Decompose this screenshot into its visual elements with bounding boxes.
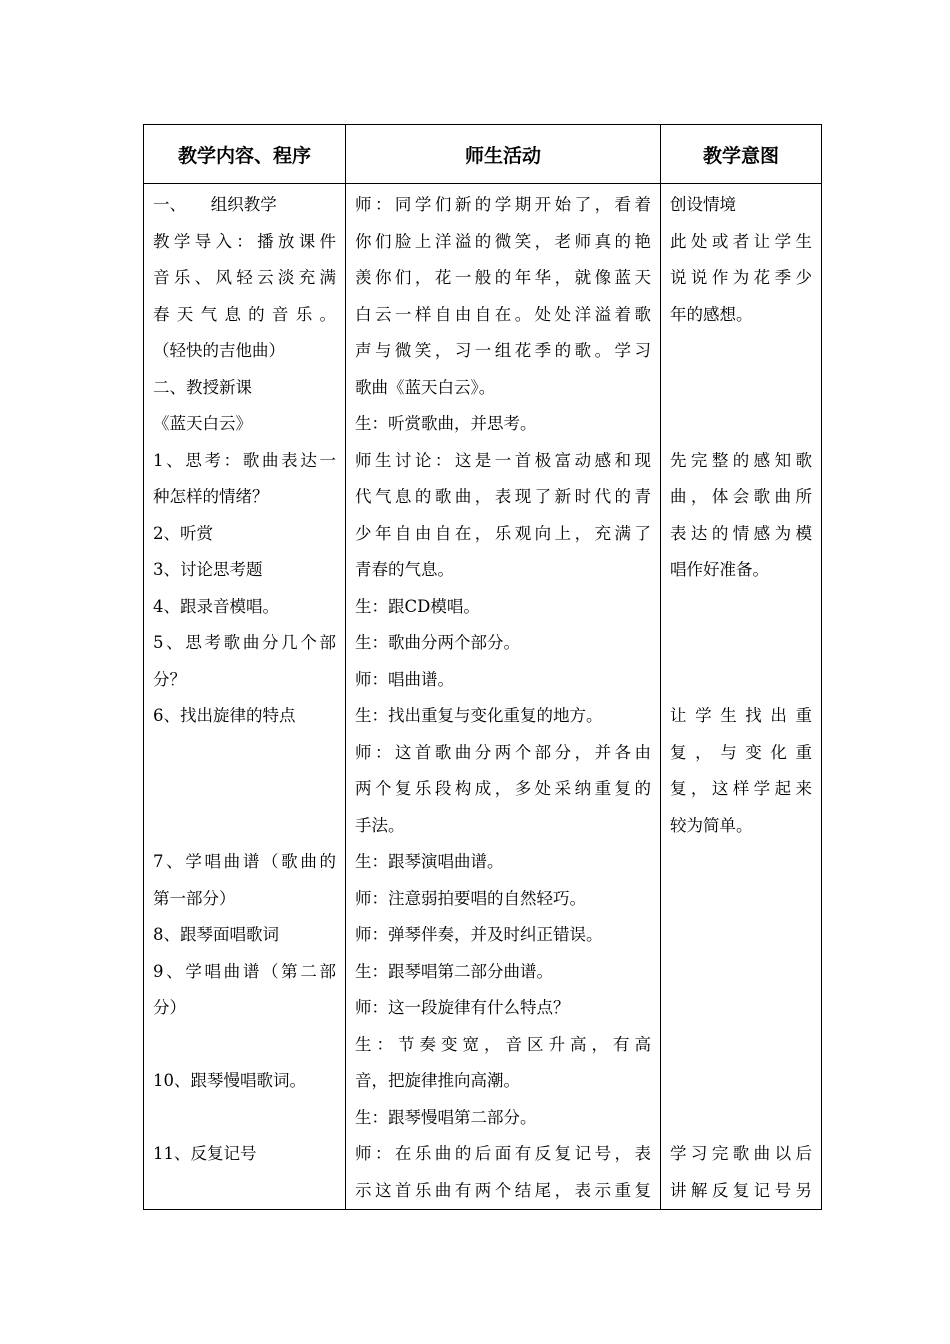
activity-line: 羡你们，花一般的年华，就像蓝天 <box>355 268 651 287</box>
lesson-plan-table <box>143 124 822 1210</box>
content-line: （轻快的吉他曲） <box>153 341 285 360</box>
activity-line: 代气息的歌曲，表现了新时代的青 <box>355 487 651 506</box>
intent-line: 唱作好准备。 <box>670 560 769 579</box>
content-procedure-lines <box>144 184 345 1173</box>
intent-line-blank <box>670 990 812 1027</box>
intent-line: 让学生找出重 <box>670 706 812 725</box>
activity-line: 你们脸上洋溢的微笑，老师真的艳 <box>355 231 651 251</box>
content-line: 11、反复记号 <box>153 1144 257 1163</box>
activity-line: 生：歌曲分两个部分。 <box>355 633 520 652</box>
activity-line: 生：跟琴唱第二部分曲谱。 <box>355 961 553 981</box>
activity-line: 生：节奏变宽，音区升高，有高 <box>355 1034 651 1054</box>
intent-line-blank <box>670 662 812 699</box>
activity-line: 师：唱曲谱。 <box>355 669 454 689</box>
intent-line-blank <box>670 625 812 662</box>
content-line: 10、跟琴慢唱歌词。 <box>153 1071 306 1090</box>
activity-line: 师：同学们新的学期开始了，看着 <box>355 195 651 214</box>
intent-line-blank <box>670 406 812 443</box>
activity-line: 声与微笑，习一组花季的歌。学习 <box>355 341 651 360</box>
content-line: 二、教授新课 <box>153 377 252 397</box>
intent-line: 复，与变化重 <box>670 742 812 762</box>
content-line: 一、 组织教学 <box>153 195 277 214</box>
content-line: 教学导入：播放课件 <box>153 231 336 251</box>
content-line: 音乐、风轻云淡充满 <box>153 268 336 287</box>
content-line: 1、思考：歌曲表达一 <box>153 450 336 470</box>
content-line-blank <box>153 808 336 845</box>
intent-line: 复，这样学起来 <box>670 779 812 798</box>
header-teaching-intent: 教学意图 <box>661 125 822 184</box>
content-procedure-cell <box>144 184 346 1210</box>
content-line: 6、找出旋律的特点 <box>153 706 296 725</box>
content-line-blank <box>153 735 336 772</box>
activity-line: 生：跟琴演唱曲谱。 <box>355 852 504 871</box>
intent-line-blank <box>670 844 812 881</box>
intent-line: 曲，体会歌曲所 <box>670 487 812 506</box>
activity-line: 歌曲《蓝天白云》。 <box>355 377 496 397</box>
intent-line-blank <box>670 1100 812 1137</box>
activity-line: 师：注意弱拍要唱的自然轻巧。 <box>355 888 586 908</box>
activity-line: 手法。 <box>355 815 405 835</box>
header-teacher-student-activity: 师生活动 <box>346 125 661 184</box>
activity-line: 生：跟琴慢唱第二部分。 <box>355 1107 537 1127</box>
activity-line: 师：这一段旋律有什么特点？ <box>355 998 570 1017</box>
intent-line-blank <box>670 917 812 954</box>
content-line: 7、学唱曲谱（歌曲的 <box>153 852 336 871</box>
content-line-blank <box>153 1027 336 1064</box>
content-line: 分） <box>153 998 186 1017</box>
content-line: 分？ <box>153 669 186 689</box>
intent-line: 先完整的感知歌 <box>670 450 812 470</box>
intent-line-blank <box>670 589 812 626</box>
content-line-blank <box>153 1100 336 1137</box>
activity-line: 师：弹琴伴奏，并及时纠正错误。 <box>355 925 603 944</box>
intent-line: 说说作为花季少 <box>670 268 812 287</box>
content-line-blank <box>153 771 336 808</box>
activity-line: 音，把旋律推向高潮。 <box>355 1071 520 1090</box>
content-line: 种怎样的情绪？ <box>153 487 269 506</box>
activity-line: 少年自由自在，乐观向上，充满了 <box>355 523 651 543</box>
intent-cell <box>661 184 822 1210</box>
intent-line-blank <box>670 370 812 407</box>
activity-lines <box>346 184 660 1209</box>
content-line: 3、讨论思考题 <box>153 560 263 579</box>
content-line: 《蓝天白云》 <box>153 414 252 433</box>
intent-line: 较为简单。 <box>670 815 753 835</box>
activity-line: 青春的气息。 <box>355 560 454 579</box>
intent-lines <box>661 184 821 1209</box>
intent-line: 表达的情感为模 <box>670 523 812 543</box>
activity-line: 师：在乐曲的后面有反复记号，表 <box>355 1144 651 1163</box>
activity-line: 生：跟CD模唱。 <box>355 596 480 616</box>
content-line: 9、学唱曲谱（第二部 <box>153 961 336 981</box>
activity-line: 两个复乐段构成，多处采纳重复的 <box>355 779 651 798</box>
body-row <box>144 184 822 1210</box>
activity-line: 示这首乐曲有两个结尾，表示重复 <box>355 1180 651 1200</box>
intent-line-blank <box>670 881 812 918</box>
intent-line: 学习完歌曲以后 <box>670 1144 812 1163</box>
intent-line: 讲解反复记号另 <box>670 1180 812 1200</box>
content-line: 4、跟录音模唱。 <box>153 596 279 616</box>
content-line: 2、听赏 <box>153 523 213 543</box>
activity-cell <box>346 184 661 1210</box>
activity-line: 生：听赏歌曲，并思考。 <box>355 414 537 433</box>
intent-line: 创设情境 <box>670 195 736 214</box>
intent-line-blank <box>670 1027 812 1064</box>
content-line: 春天气息的音乐。 <box>153 304 336 324</box>
activity-line: 师：这首歌曲分两个部分，并各由 <box>355 742 651 762</box>
intent-line-blank <box>670 1063 812 1100</box>
intent-line: 此处或者让学生 <box>670 231 812 251</box>
activity-line: 师生讨论：这是一首极富动感和现 <box>355 450 651 470</box>
activity-line: 白云一样自由自在。处处洋溢着歌 <box>355 304 651 324</box>
intent-line: 年的感想。 <box>670 304 753 324</box>
activity-line: 生：找出重复与变化重复的地方。 <box>355 706 603 725</box>
content-line: 8、跟琴面唱歌词 <box>153 925 279 944</box>
intent-line-blank <box>670 333 812 370</box>
content-line: 第一部分） <box>153 888 236 908</box>
intent-line-blank <box>670 954 812 991</box>
header-content-procedure: 教学内容、程序 <box>144 125 346 184</box>
content-line: 5、思考歌曲分几个部 <box>153 633 336 652</box>
header-row <box>144 125 822 184</box>
